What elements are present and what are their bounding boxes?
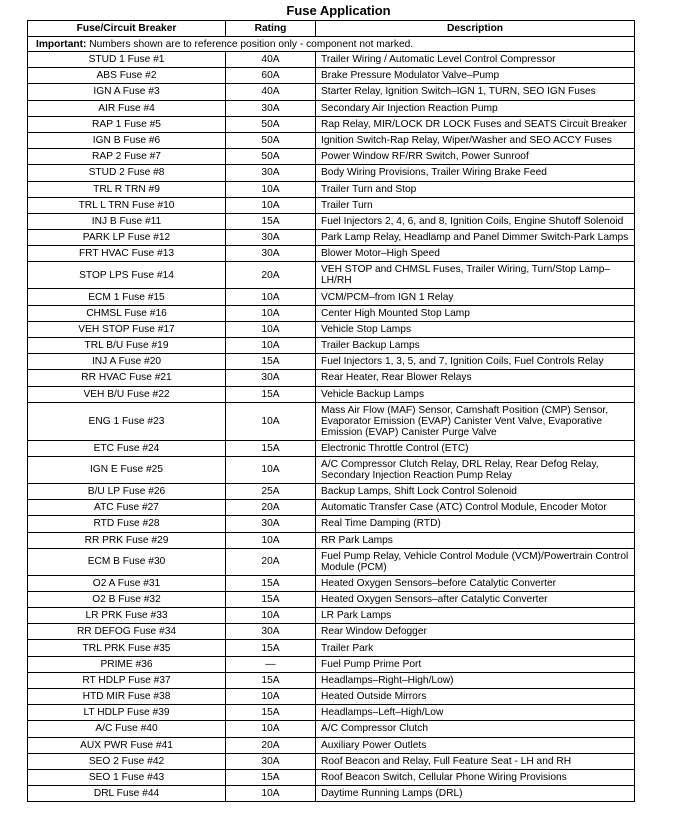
fuse-name: RR DEFOG Fuse #34 (28, 624, 226, 640)
fuse-rating: 10A (226, 786, 316, 802)
table-row (28, 516, 635, 532)
fuse-rating: 10A (226, 181, 316, 197)
table-row (28, 246, 635, 262)
fuse-description: RR Park Lamps (316, 532, 635, 548)
fuse-rating: 15A (226, 672, 316, 688)
table-row (28, 500, 635, 516)
table-row (28, 672, 635, 688)
fuse-description: Fuel Injectors 2, 4, 6, and 8, Ignition Coils, Engine Shutoff Solenoid (316, 213, 635, 229)
table-row (28, 532, 635, 548)
fuse-rating: 15A (226, 213, 316, 229)
fuse-name: VEH B/U Fuse #22 (28, 386, 226, 402)
fuse-description: Fuel Injectors 1, 3, 5, and 7, Ignition Coils, Fuel Controls Relay (316, 354, 635, 370)
table-row (28, 116, 635, 132)
table-row (28, 456, 635, 483)
fuse-name: RAP 2 Fuse #7 (28, 149, 226, 165)
fuse-description: Mass Air Flow (MAF) Sensor, Camshaft Position (CMP) Sensor, Evaporator Emission (EVAP) Canister Vent Valve, Evaporative Emission (EVAP) Canister Purge Valve (316, 402, 635, 440)
fuse-name: STOP LPS Fuse #14 (28, 262, 226, 289)
table-row (28, 705, 635, 721)
table-row (28, 52, 635, 68)
fuse-description: Trailer Backup Lamps (316, 338, 635, 354)
fuse-rating: 30A (226, 165, 316, 181)
fuse-rating: 10A (226, 338, 316, 354)
fuse-description: Power Window RF/RR Switch, Power Sunroof (316, 149, 635, 165)
table-row (28, 197, 635, 213)
fuse-description: Park Lamp Relay, Headlamp and Panel Dimmer Switch-Park Lamps (316, 230, 635, 246)
fuse-description: Trailer Turn (316, 197, 635, 213)
table-body (28, 37, 635, 802)
fuse-name: TRL PRK Fuse #35 (28, 640, 226, 656)
table-row (28, 786, 635, 802)
fuse-description: Body Wiring Provisions, Trailer Wiring Brake Feed (316, 165, 635, 181)
fuse-rating: 50A (226, 116, 316, 132)
fuse-rating: 10A (226, 402, 316, 440)
fuse-description: LR Park Lamps (316, 608, 635, 624)
fuse-name: ETC Fuse #24 (28, 440, 226, 456)
fuse-rating: 15A (226, 575, 316, 591)
fuse-description: Ignition Switch-Rap Relay, Wiper/Washer and SEO ACCY Fuses (316, 132, 635, 148)
fuse-name: INJ B Fuse #11 (28, 213, 226, 229)
fuse-name: ECM B Fuse #30 (28, 548, 226, 575)
fuse-name: DRL Fuse #44 (28, 786, 226, 802)
fuse-rating: 50A (226, 132, 316, 148)
fuse-description: Trailer Park (316, 640, 635, 656)
fuse-name: RT HDLP Fuse #37 (28, 672, 226, 688)
fuse-description: Heated Oxygen Sensors–after Catalytic Converter (316, 591, 635, 607)
table-row (28, 230, 635, 246)
fuse-description: Trailer Wiring / Automatic Level Control Compressor (316, 52, 635, 68)
table-row (28, 548, 635, 575)
fuse-description: Automatic Transfer Case (ATC) Control Module, Encoder Motor (316, 500, 635, 516)
fuse-name: IGN B Fuse #6 (28, 132, 226, 148)
fuse-rating: 60A (226, 68, 316, 84)
fuse-description: Real Time Damping (RTD) (316, 516, 635, 532)
note-text: Numbers shown are to reference position only - component not marked. (86, 38, 414, 50)
fuse-table (27, 20, 635, 802)
fuse-name: IGN E Fuse #25 (28, 456, 226, 483)
fuse-rating: 10A (226, 321, 316, 337)
fuse-rating: 30A (226, 753, 316, 769)
table-row (28, 753, 635, 769)
table-row (28, 769, 635, 785)
table-row (28, 370, 635, 386)
table-row (28, 689, 635, 705)
fuse-rating: 30A (226, 624, 316, 640)
fuse-description: Trailer Turn and Stop (316, 181, 635, 197)
fuse-name: LT HDLP Fuse #39 (28, 705, 226, 721)
fuse-description: Rear Window Defogger (316, 624, 635, 640)
fuse-rating: 10A (226, 608, 316, 624)
page-title: Fuse Application (286, 3, 391, 18)
table-row (28, 737, 635, 753)
fuse-description: Starter Relay, Ignition Switch–IGN 1, TURN, SEO IGN Fuses (316, 84, 635, 100)
fuse-description: Blower Motor–High Speed (316, 246, 635, 262)
fuse-description: Fuel Pump Prime Port (316, 656, 635, 672)
fuse-rating: 10A (226, 305, 316, 321)
fuse-name: ATC Fuse #27 (28, 500, 226, 516)
table-row (28, 181, 635, 197)
fuse-name: RAP 1 Fuse #5 (28, 116, 226, 132)
fuse-rating: 15A (226, 440, 316, 456)
fuse-name: VEH STOP Fuse #17 (28, 321, 226, 337)
fuse-rating: 15A (226, 640, 316, 656)
fuse-rating: 15A (226, 386, 316, 402)
table-row (28, 321, 635, 337)
fuse-name: AIR Fuse #4 (28, 100, 226, 116)
fuse-rating: 25A (226, 483, 316, 499)
fuse-description: Fuel Pump Relay, Vehicle Control Module (VCM)/Powertrain Control Module (PCM) (316, 548, 635, 575)
fuse-rating: 15A (226, 705, 316, 721)
fuse-rating: 10A (226, 456, 316, 483)
fuse-name: INJ A Fuse #20 (28, 354, 226, 370)
fuse-name: FRT HVAC Fuse #13 (28, 246, 226, 262)
fuse-rating: 10A (226, 721, 316, 737)
table-row (28, 84, 635, 100)
header-row (28, 21, 635, 37)
fuse-description: Center High Mounted Stop Lamp (316, 305, 635, 321)
fuse-rating: — (226, 656, 316, 672)
note-row (28, 37, 635, 52)
fuse-name: O2 B Fuse #32 (28, 591, 226, 607)
fuse-name: PARK LP Fuse #12 (28, 230, 226, 246)
fuse-name: AUX PWR Fuse #41 (28, 737, 226, 753)
fuse-rating: 10A (226, 532, 316, 548)
fuse-rating: 15A (226, 769, 316, 785)
fuse-rating: 30A (226, 246, 316, 262)
fuse-rating: 30A (226, 516, 316, 532)
table-row (28, 575, 635, 591)
fuse-rating: 10A (226, 197, 316, 213)
fuse-name: B/U LP Fuse #26 (28, 483, 226, 499)
fuse-name: SEO 1 Fuse #43 (28, 769, 226, 785)
fuse-description: Heated Oxygen Sensors–before Catalytic Converter (316, 575, 635, 591)
fuse-name: ECM 1 Fuse #15 (28, 289, 226, 305)
fuse-name: HTD MIR Fuse #38 (28, 689, 226, 705)
fuse-name: RR HVAC Fuse #21 (28, 370, 226, 386)
fuse-description: Vehicle Stop Lamps (316, 321, 635, 337)
fuse-name: IGN A Fuse #3 (28, 84, 226, 100)
fuse-name: STUD 2 Fuse #8 (28, 165, 226, 181)
fuse-description: Auxiliary Power Outlets (316, 737, 635, 753)
fuse-name: TRL R TRN #9 (28, 181, 226, 197)
header-description: Description (316, 21, 635, 37)
fuse-name: TRL L TRN Fuse #10 (28, 197, 226, 213)
fuse-description: Vehicle Backup Lamps (316, 386, 635, 402)
table-row (28, 386, 635, 402)
fuse-rating: 30A (226, 230, 316, 246)
fuse-description: A/C Compressor Clutch Relay, DRL Relay, Rear Defog Relay, Secondary Injection Reaction Pump Relay (316, 456, 635, 483)
fuse-description: Headlamps–Left–High/Low (316, 705, 635, 721)
table-row (28, 402, 635, 440)
header-rating: Rating (226, 21, 316, 37)
fuse-name: PRIME #36 (28, 656, 226, 672)
table-row (28, 338, 635, 354)
fuse-description: Rap Relay, MIR/LOCK DR LOCK Fuses and SEATS Circuit Breaker (316, 116, 635, 132)
table-row (28, 305, 635, 321)
fuse-description: A/C Compressor Clutch (316, 721, 635, 737)
table-row (28, 721, 635, 737)
fuse-rating: 20A (226, 548, 316, 575)
fuse-rating: 15A (226, 354, 316, 370)
fuse-name: ENG 1 Fuse #23 (28, 402, 226, 440)
fuse-description: Rear Heater, Rear Blower Relays (316, 370, 635, 386)
fuse-name: O2 A Fuse #31 (28, 575, 226, 591)
fuse-name: CHMSL Fuse #16 (28, 305, 226, 321)
table-row (28, 656, 635, 672)
fuse-description: VEH STOP and CHMSL Fuses, Trailer Wiring, Turn/Stop Lamp–LH/RH (316, 262, 635, 289)
fuse-rating: 10A (226, 289, 316, 305)
table-row (28, 68, 635, 84)
fuse-rating: 30A (226, 100, 316, 116)
fuse-name: RR PRK Fuse #29 (28, 532, 226, 548)
fuse-description: Heated Outside Mirrors (316, 689, 635, 705)
table-row (28, 440, 635, 456)
fuse-description: Brake Pressure Modulator Valve–Pump (316, 68, 635, 84)
table-row (28, 624, 635, 640)
fuse-rating: 20A (226, 262, 316, 289)
fuse-name: A/C Fuse #40 (28, 721, 226, 737)
fuse-description: Roof Beacon Switch, Cellular Phone Wiring Provisions (316, 769, 635, 785)
fuse-rating: 20A (226, 737, 316, 753)
table-row (28, 100, 635, 116)
fuse-name: RTD Fuse #28 (28, 516, 226, 532)
table-row (28, 591, 635, 607)
fuse-description: Electronic Throttle Control (ETC) (316, 440, 635, 456)
table-row (28, 213, 635, 229)
fuse-description: Secondary Air Injection Reaction Pump (316, 100, 635, 116)
fuse-name: SEO 2 Fuse #42 (28, 753, 226, 769)
table-row (28, 132, 635, 148)
table-row (28, 262, 635, 289)
table-row (28, 640, 635, 656)
important-note (28, 37, 635, 52)
fuse-description: VCM/PCM–from IGN 1 Relay (316, 289, 635, 305)
table-row (28, 354, 635, 370)
fuse-description: Headlamps–Right–High/Low) (316, 672, 635, 688)
fuse-rating: 15A (226, 591, 316, 607)
fuse-rating: 40A (226, 84, 316, 100)
fuse-description: Roof Beacon and Relay, Full Feature Seat - LH and RH (316, 753, 635, 769)
table-row (28, 149, 635, 165)
fuse-rating: 20A (226, 500, 316, 516)
fuse-description: Daytime Running Lamps (DRL) (316, 786, 635, 802)
header-fuse: Fuse/Circuit Breaker (28, 21, 226, 37)
fuse-rating: 50A (226, 149, 316, 165)
table-row (28, 289, 635, 305)
table-row (28, 483, 635, 499)
fuse-rating: 10A (226, 689, 316, 705)
fuse-name: STUD 1 Fuse #1 (28, 52, 226, 68)
fuse-rating: 40A (226, 52, 316, 68)
fuse-description: Backup Lamps, Shift Lock Control Solenoid (316, 483, 635, 499)
table-row (28, 608, 635, 624)
fuse-name: TRL B/U Fuse #19 (28, 338, 226, 354)
fuse-name: LR PRK Fuse #33 (28, 608, 226, 624)
table-row (28, 165, 635, 181)
fuse-rating: 30A (226, 370, 316, 386)
fuse-name: ABS Fuse #2 (28, 68, 226, 84)
note-label: Important: (36, 38, 87, 50)
